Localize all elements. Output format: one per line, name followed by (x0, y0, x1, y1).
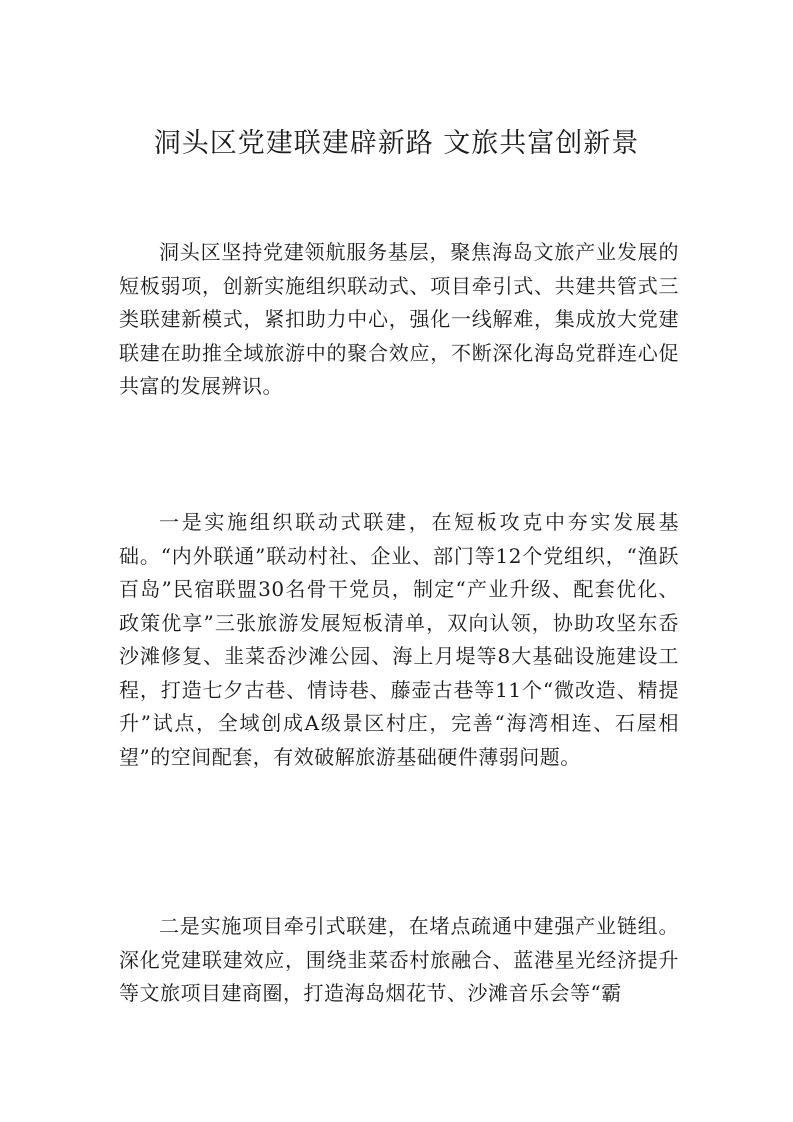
paragraph-intro: 洞头区坚持党建领航服务基层，聚焦海岛文旅产业发展的短板弱项，创新实施组织联动式、项目牵引式、共建共管式三类联建新模式，紧扣助力中心，强化一线解难，集成放大党建联建在助推全域旅游中的聚合效应，不断深化海岛党群连心促共富的发展辨识。 (119, 240, 679, 398)
document-title: 洞头区党建联建辟新路 文旅共富创新景 (153, 128, 640, 159)
paragraph-organization-linkage: 一是实施组织联动式联建，在短板攻克中夯实发展基础。“内外联通”联动村社、企业、部门等12个党组织，“渔跃百岛”民宿联盟30名骨干党员，制定“产业升级、配套优化、政策优享”三张旅游发展短板清单，双向认领，协助攻坚东岙沙滩修复、韭菜岙沙滩公园、海上月堤等8大基础设施建设工程，打造七夕古巷、情诗巷、藤壶古巷等11个“微改造、精提升”试点，全域创成A级景区村庄，完善“海湾相连、石屋相望”的空间配套，有效破解旅游基础硬件薄弱问题。 (119, 510, 679, 769)
paragraph-project-traction: 二是实施项目牵引式联建，在堵点疏通中建强产业链组。深化党建联建效应，围绕韭菜岙村旅融合、蓝港星光经济提升等文旅项目建商圈，打造海岛烟花节、沙滩音乐会等“霸 (119, 914, 679, 1005)
